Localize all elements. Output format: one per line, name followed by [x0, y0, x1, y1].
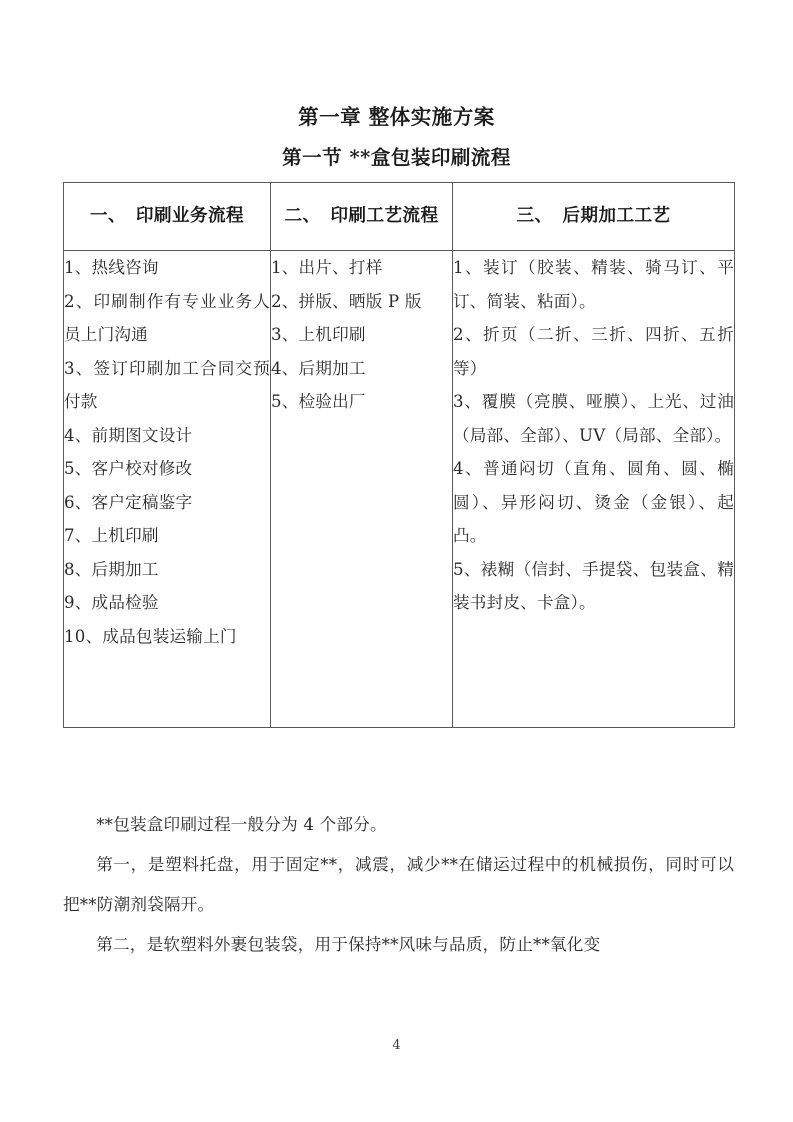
table-cell-process-flow: [271, 251, 453, 728]
header-number-1: 一、: [90, 206, 126, 226]
paragraph: 第二，是软塑料外裹包装袋，用于保持**风味与品质，防止**氧化变: [96, 935, 601, 954]
list-item: 1、出片、打样: [271, 258, 383, 277]
post-processing-list: [453, 251, 734, 620]
header-number-2: 二、: [284, 206, 321, 226]
paragraph: **包装盒印刷过程一般分为 4 个部分。: [96, 815, 387, 834]
header-label-3: 后期加工工艺: [562, 206, 671, 226]
business-flow-list: [64, 251, 270, 653]
table-header-row: [64, 183, 735, 251]
list-item: 8、后期加工: [64, 559, 159, 579]
list-item: 6、客户定稿鉴字: [64, 492, 193, 512]
paragraph: 第一，是塑料托盘，用于固定**，减震，减少**在储运过程中的机械损伤，同时可以把**防潮剂袋隔开。: [63, 855, 734, 914]
list-item: 4、普通闷切（直角、圆角、圆、椭圆）、异形闷切、烫金（金银）、起凸。: [453, 459, 734, 545]
printing-flow-table: [63, 182, 735, 728]
list-item: 5、检验出厂: [271, 392, 366, 411]
chapter-title: 第一章 整体实施方案: [298, 105, 495, 129]
list-item: 2、拼版、晒版 P 版: [271, 291, 422, 311]
table-body-row: [64, 251, 735, 728]
section-title: 第一节 **盒包装印刷流程: [282, 146, 511, 169]
list-item: 1、热线咨询: [64, 258, 159, 277]
header-number-3: 三、: [516, 206, 553, 226]
list-item: 3、签订印刷加工合同交预付款: [64, 358, 270, 411]
table-header-cell-process-flow: [271, 183, 453, 251]
table-cell-business-flow: [64, 251, 271, 728]
body-paragraphs: [63, 805, 734, 965]
list-item: 10、成品包装运输上门: [64, 626, 237, 646]
table-cell-post-processing: [453, 251, 735, 728]
list-item: 5、客户校对修改: [64, 459, 193, 478]
page-number: 4: [392, 1038, 401, 1053]
list-item: 3、上机印刷: [271, 325, 366, 344]
table-header-cell-business-flow: [64, 183, 271, 251]
list-item: 9、成品检验: [64, 593, 159, 612]
header-label-1: 印刷业务流程: [136, 206, 244, 226]
list-item: 1、装订（胶装、精装、骑马订、平订、简装、粘面）。: [453, 258, 734, 311]
list-item: 3、覆膜（亮膜、哑膜）、上光、过油（局部、全部）、UV（局部、全部）。: [453, 392, 734, 445]
table-header-cell-post-processing: [453, 183, 735, 251]
list-item: 4、后期加工: [271, 358, 366, 378]
list-item: 4、前期图文设计: [64, 425, 193, 445]
process-flow-list: [271, 251, 452, 419]
list-item: 7、上机印刷: [64, 526, 159, 545]
list-item: 2、印刷制作有专业业务人员上门沟通: [64, 291, 270, 344]
list-item: 2、折页（二折、三折、四折、五折等）: [453, 325, 734, 378]
list-item: 5、裱糊（信封、手提袋、包装盒、精装书封皮、卡盒）。: [453, 559, 734, 612]
header-label-2: 印刷工艺流程: [330, 206, 439, 226]
